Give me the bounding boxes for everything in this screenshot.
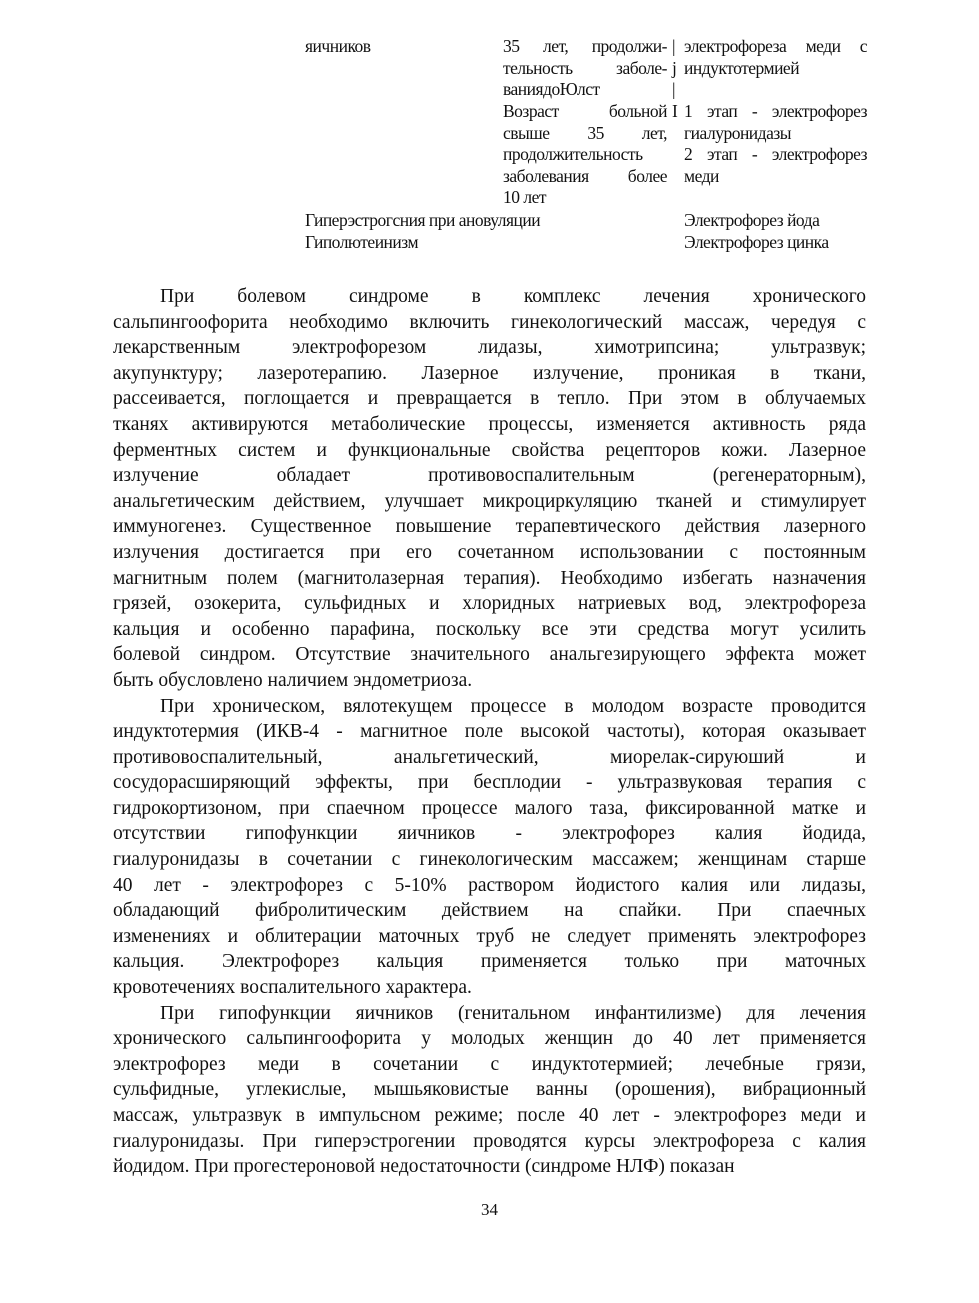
text-line: массаж, ультразвук в импульсном режиме; после 40 лет - электрофорез меди и (113, 1105, 866, 1126)
text-line: магнитным полем (магнитолазерная терапия). Необходимо избегать назначения (113, 567, 866, 589)
text-line: электрофорез меди в сочетании с индуктотермией; лечебные грязи, (113, 1053, 866, 1075)
text-line: излучения достигается при его сочетанном использовании с постоянным (113, 541, 866, 563)
text-line: йодидом. При прогестероновой недостаточности (синдроме НЛФ) показан (113, 1156, 735, 1178)
text-line: хронического сальпингоофорита у молодых женщин до 40 лет применяется (113, 1028, 866, 1050)
table-cell: 1 этап - электрофорез гиалуронидазы 2 этап - электрофорез меди (684, 101, 867, 186)
paragraph (113, 694, 866, 1001)
text-line: лекарственным электрофорезом лидазы, химотрипсина; ультразвук; (113, 337, 866, 359)
text-line: обладающий фибролитическим действием на спайки. При спаечных (113, 900, 866, 922)
treatment-table (0, 36, 979, 266)
text-line: гидрокортизоном, при спаечном процессе малого таза, фиксированной матке и (113, 797, 866, 819)
table-cell: Электрофорез цинка (684, 232, 829, 252)
text-line: быть обусловлено наличием эндометриоза. (113, 669, 473, 691)
text-line: сосудорасширяющий эффекты, при бесплодии - ультразвуковая терапия с (113, 772, 866, 794)
text-line: сальпингоофорита необходимо включить гинекологический массаж, чередуя с (113, 311, 866, 333)
text-line: противовоспалительный, анальгетический, миорелак-сируюший и (113, 746, 866, 768)
table-cell: 35 лет, продолжи- тельность заболе- ваниядоЮлст (503, 36, 667, 99)
paragraph (113, 284, 866, 694)
text-line: акупунктуру; лазеротерапию. Лазерное излучение, проникая в ткани, (113, 362, 866, 384)
text-line: При хроническом, вялотекущем процессе в молодом возрасте проводится (160, 695, 866, 717)
table-cell: Электрофорез йода (684, 210, 820, 230)
body-text (113, 284, 866, 1180)
table-separator: | j | (672, 36, 677, 99)
text-line: кальция и особенно парафина, поскольку все эти средства могут усилить (113, 618, 866, 640)
text-line: сульфидные, углекислые, мышьяковистые ванны (орошения), вибрационный (113, 1079, 866, 1101)
page-number: 34 (481, 1200, 498, 1219)
text-line: При болевом синдроме в комплекс лечения хронического (160, 286, 866, 307)
text-line: ферментных систем и функциональные свойства рецепторов кожи. Лазерное (113, 439, 866, 461)
table-cell: электрофореза меди с индуктотермией (684, 36, 867, 78)
text-line: анальгетическим действием, улучшает микроциркуляцию тканей и стимулирует (113, 490, 866, 512)
table-cell: Гиперэстрогсния при ановуляции (305, 210, 541, 230)
text-line: 40 лет - электрофорез с 5-10% раствором йодистого калия или лидазы, (113, 874, 866, 896)
table-cell: яичников (305, 36, 371, 56)
table-cell: Возраст больной свыше 35 лет, продолжительность заболевания более 10 лет (503, 101, 667, 207)
text-line: рассеивается, поглощается и превращается в тепло. При этом в облучаемых (113, 388, 866, 410)
text-line: При гипофункции яичников (генитальном инфантилизме) для лечения (160, 1002, 866, 1024)
text-line: кальция. Электрофорез кальция применяется только при маточных (113, 951, 866, 973)
text-line: индуктотермия (ИКВ-4 - магнитное поле высокой частоты), которая оказывает (113, 721, 866, 743)
text-line: отсутствии гипофункции яичников - электрофорез калия йодида, (113, 823, 866, 845)
text-line: грязей, озокерита, сульфидных и хлоридных натриевых вод, электрофореза (113, 593, 866, 615)
text-line: тканях активируются метаболические процессы, изменяется активность ряда (113, 413, 866, 435)
text-line: излучение обладает противовоспалительным (регенераторным), (113, 465, 866, 487)
text-line: гиалуронидазы в сочетании с гинекологическим массажем; женщинам старше (113, 849, 866, 871)
text-line: гиалуронидазы. При гиперэстрогении проводятся курсы электрофореза с калия (113, 1130, 866, 1152)
paragraph (113, 1001, 866, 1180)
text-line: болевой синдром. Отсутствие значительного анальгезирующего эффекта может (113, 644, 866, 666)
table-separator: I (672, 101, 678, 121)
text-line: иммуногенез. Существенное повышение терапевтического действия лазерного (113, 516, 866, 538)
text-line: кровотечениях воспалительного характера. (113, 977, 472, 999)
table-cell: Гиполютеинизм (305, 232, 419, 252)
text-line: изменениях и облитерации маточных труб не следует применять электрофорез (113, 925, 866, 947)
